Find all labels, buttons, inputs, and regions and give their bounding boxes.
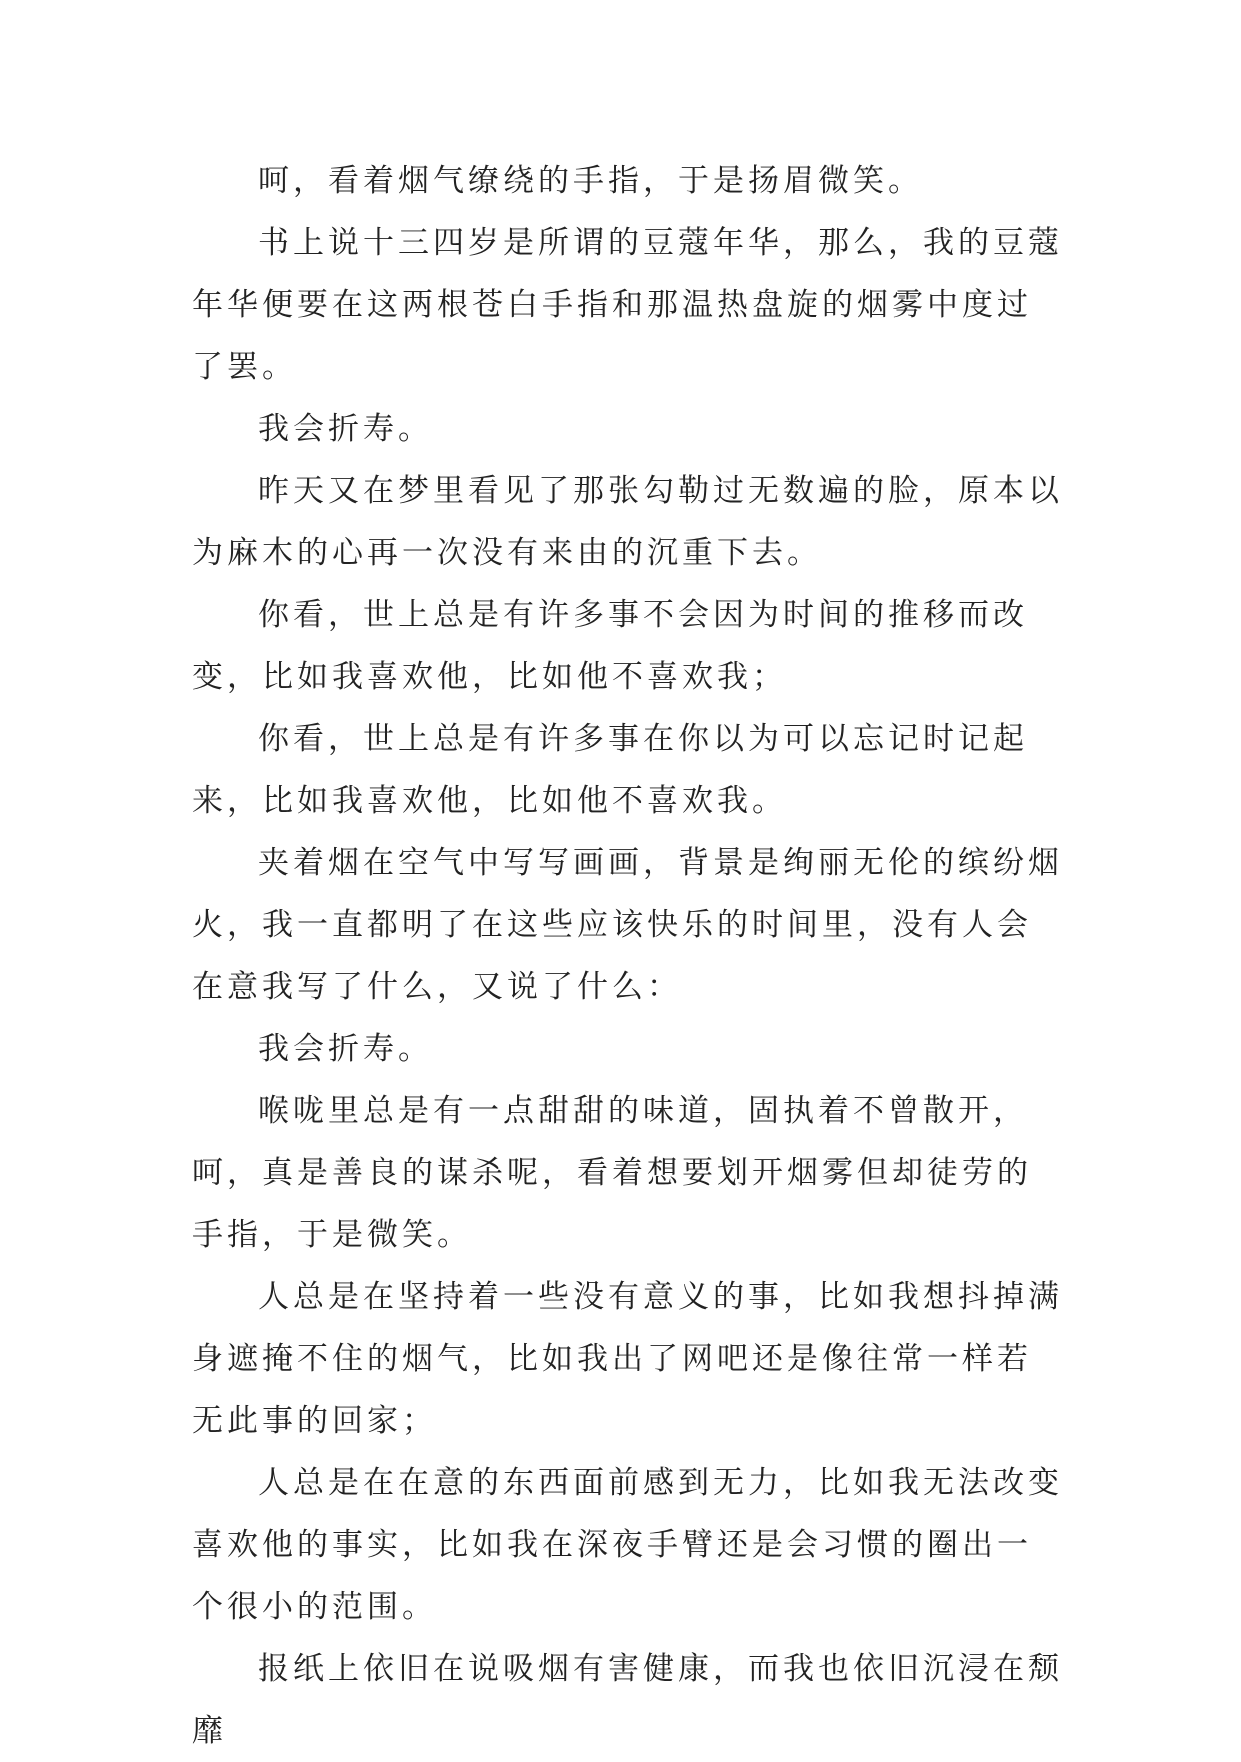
paragraph: 喉咙里总是有一点甜甜的味道，固执着不曾散开，呵，真是善良的谋杀呢，看着想要划开烟雾但却徒劳的手指，于是微笑。 [192, 1093, 1032, 1253]
paragraph: 你看，世上总是有许多事在你以为可以忘记时记起来，比如我喜欢他，比如他不喜欢我。 [192, 721, 1028, 819]
paragraph: 呵，看着烟气缭绕的手指，于是扬眉微笑。 [258, 163, 923, 199]
body-text [192, 150, 1064, 1762]
paragraph: 昨天又在梦里看见了那张勾勒过无数遍的脸，原本以为麻木的心再一次没有来由的沉重下去。 [192, 473, 1063, 571]
paragraph: 人总是在在意的东西面前感到无力，比如我无法改变喜欢他的事实，比如我在深夜手臂还是会习惯的圈出一个很小的范围。 [192, 1465, 1063, 1625]
paragraph: 人总是在坚持着一些没有意义的事，比如我想抖掉满身遮掩不住的烟气，比如我出了网吧还是像往常一样若无此事的回家； [192, 1279, 1063, 1439]
paragraph: 我会折寿。 [258, 411, 433, 447]
paragraph: 你看，世上总是有许多事不会因为时间的推移而改变，比如我喜欢他，比如他不喜欢我； [192, 597, 1028, 695]
paragraph: 我会折寿。 [258, 1031, 433, 1067]
paragraph: 书上说十三四岁是所谓的豆蔻年华，那么，我的豆蔻年华便要在这两根苍白手指和那温热盘旋的烟雾中度过了罢。 [192, 225, 1063, 385]
paragraph: 夹着烟在空气中写写画画，背景是绚丽无伦的缤纷烟火，我一直都明了在这些应该快乐的时间里，没有人会在意我写了什么，又说了什么： [192, 845, 1063, 1005]
paragraph: 报纸上依旧在说吸烟有害健康，而我也依旧沉浸在颓靡 [192, 1651, 1063, 1749]
